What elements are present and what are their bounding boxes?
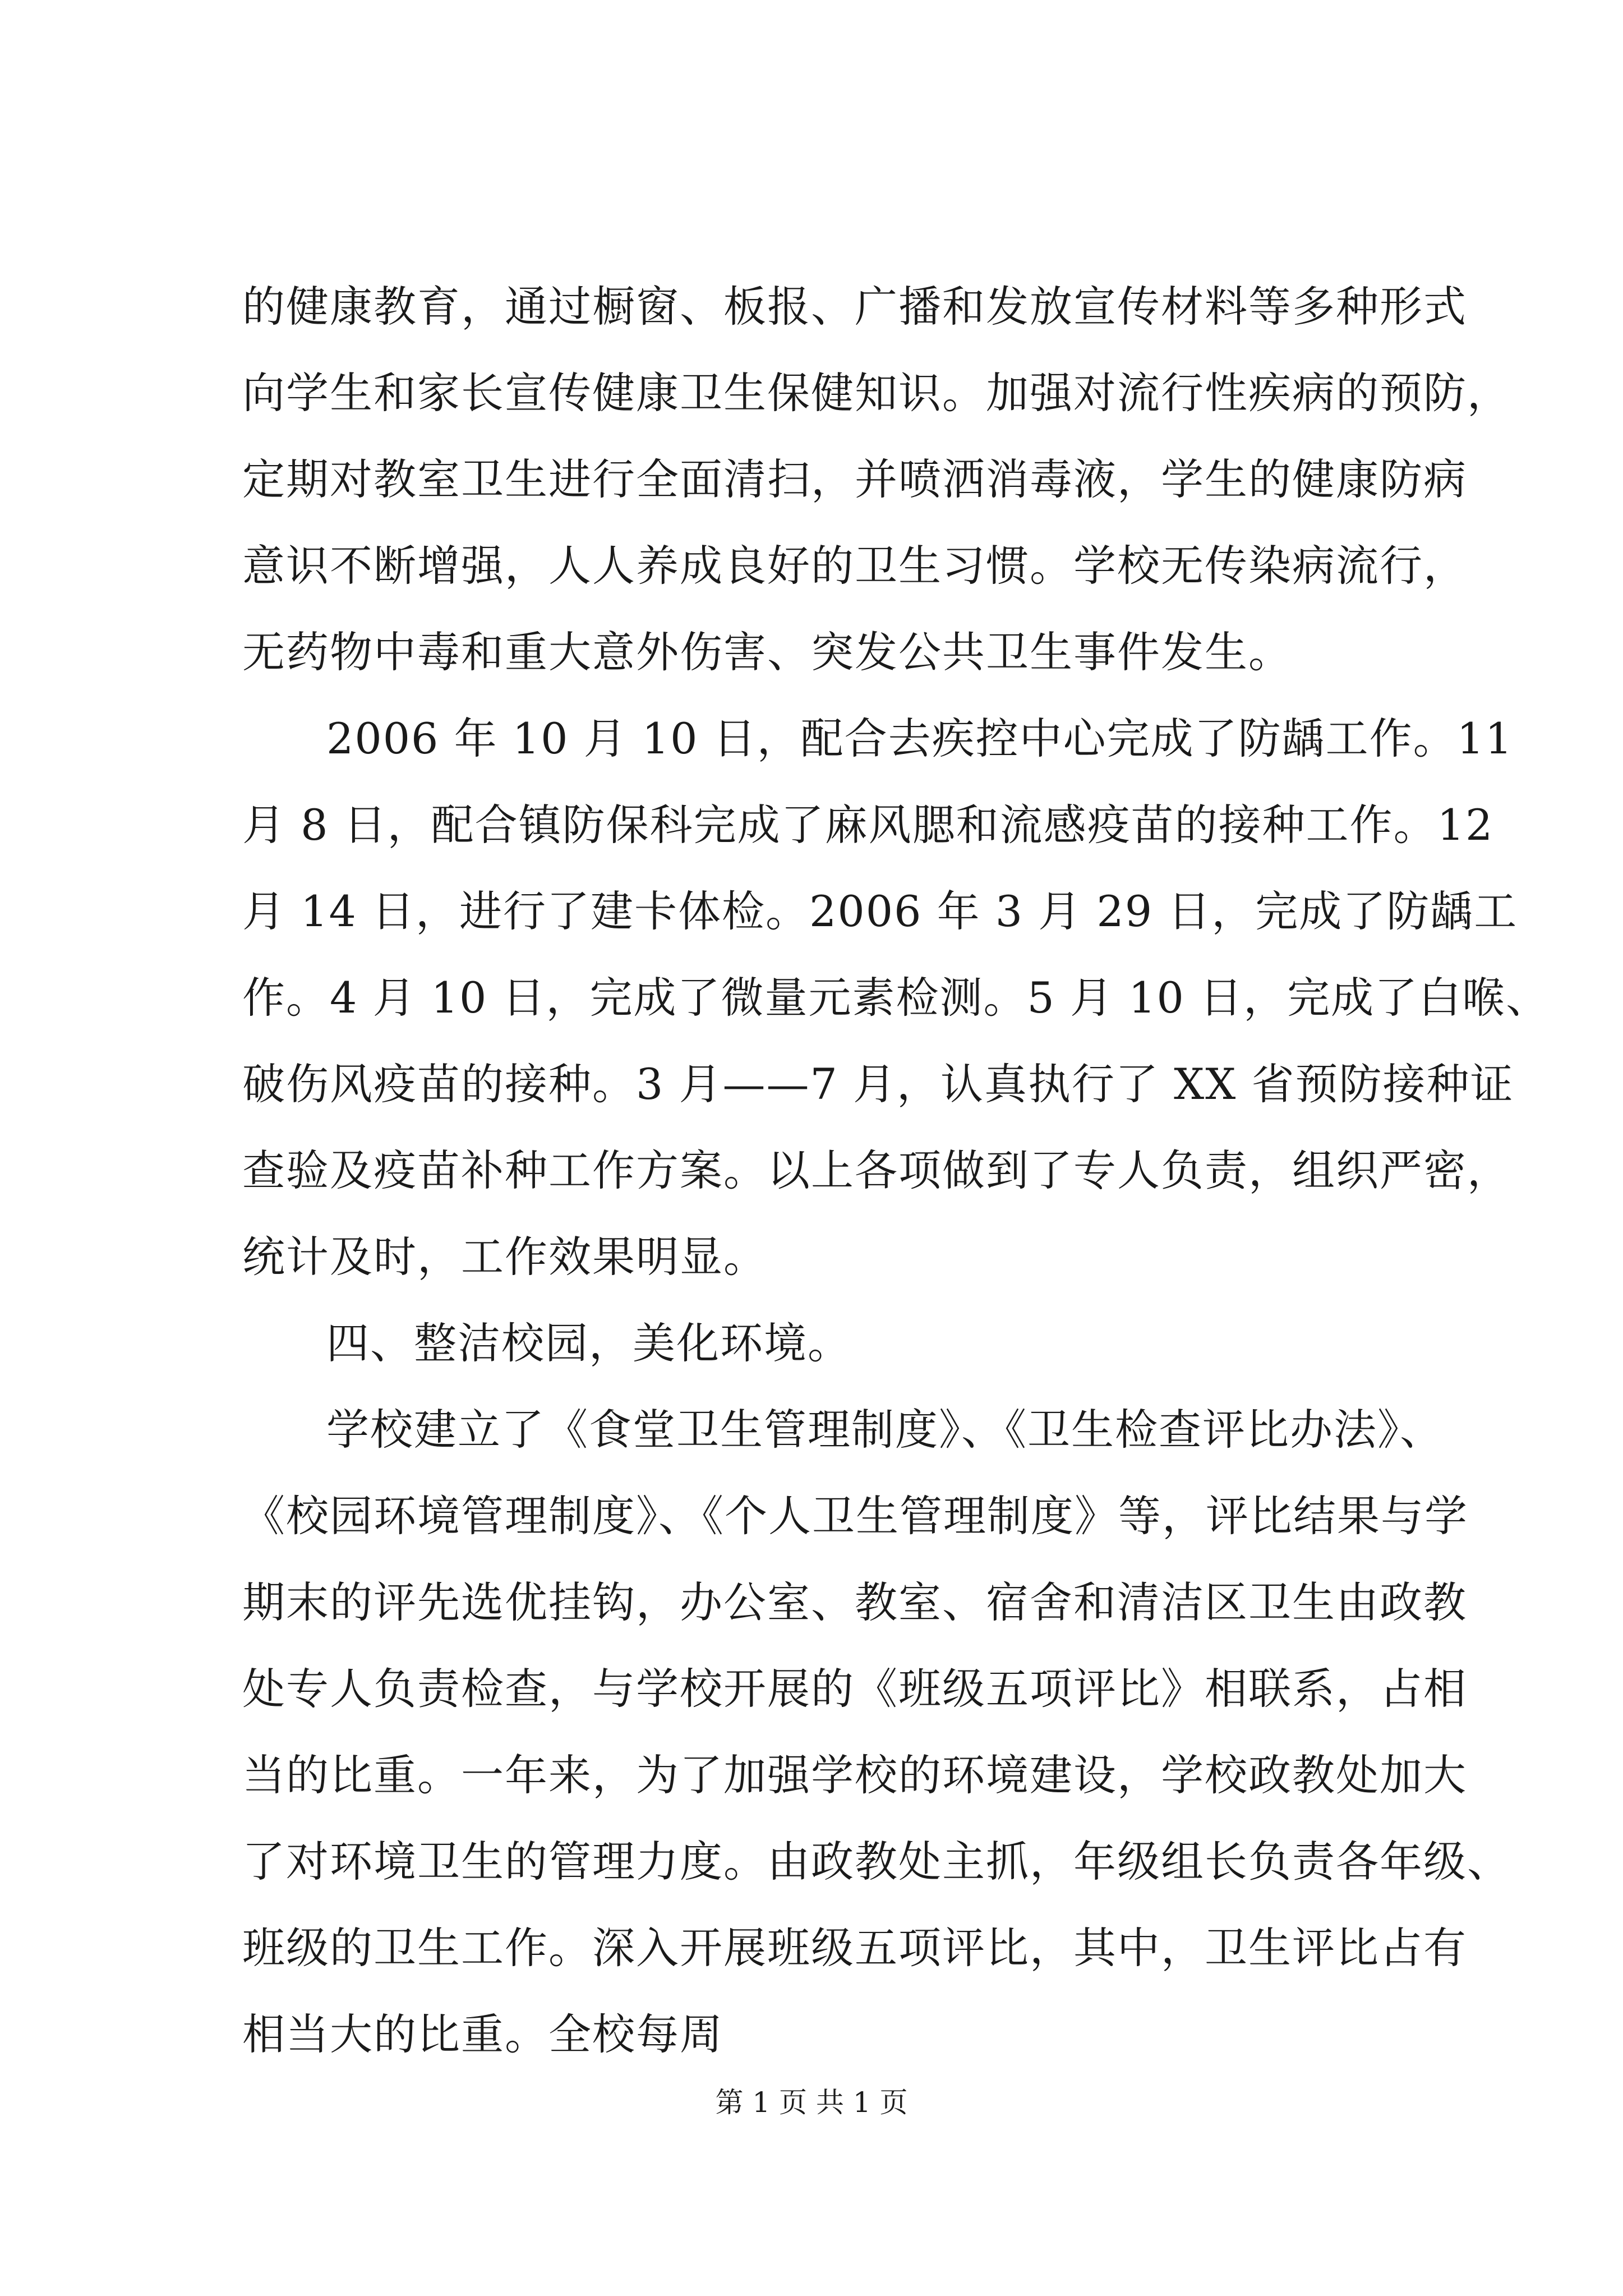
text-line: 期末的评先选优挂钩，办公室、教室、宿舍和清洁区卫生由政教 [242,1577,1467,1627]
text-line: 《校园环境管理制度》、《个人卫生管理制度》等，评比结果与学 [242,1491,1468,1541]
text-line: 当的比重。一年来，为了加强学校的环境建设，学校政教处加大 [242,1750,1467,1800]
text-line: 相当大的比重。全校每周 [242,2009,723,2059]
text-line: 作。4 月 10 日，完成了微量元素检测。5 月 10 日，完成了白喉、 [242,973,1550,1023]
paragraph-start-line: 2006 年 10 月 10 日，配合去疾控中心完成了防龋工作。11 [326,714,1514,763]
text-line: 定期对教室卫生进行全面清扫，并喷洒消毒液，学生的健康防病 [242,454,1467,504]
text-line: 破伤风疫苗的接种。3 月——7 月，认真执行了 XX 省预防接种证 [242,1059,1514,1109]
text-line: 处专人负责检查，与学校开展的《班级五项评比》相联系，占相 [242,1664,1467,1714]
text-line: 班级的卫生工作。深入开展班级五项评比，其中，卫生评比占有 [242,1923,1467,1973]
text-line: 月 8 日，配合镇防保科完成了麻风腮和流感疫苗的接种工作。12 [242,800,1494,850]
text-line: 的健康教育，通过橱窗、板报、广播和发放宣传材料等多种形式 [242,282,1467,332]
section-heading: 四、整洁校园，美化环境。 [326,1318,851,1368]
text-line: 月 14 日，进行了建卡体检。2006 年 3 月 29 日，完成了防龋工 [242,886,1518,936]
text-line: 查验及疫苗补种工作方案。以上各项做到了专人负责，组织严密， [242,1145,1511,1195]
paragraph-start-line: 学校建立了《食堂卫生管理制度》、《卫生检查评比办法》、 [326,1405,1444,1455]
text-line: 了对环境卫生的管理力度。由政教处主抓，年级组长负责各年级、 [242,1837,1511,1887]
text-line: 意识不断增强，人人养成良好的卫生习惯。学校无传染病流行， [242,541,1467,591]
text-line: 统计及时，工作效果明显。 [242,1232,767,1282]
page-footer: 第 1 页 共 1 页 [715,2086,908,2119]
text-line: 无药物中毒和重大意外伤害、突发公共卫生事件发生。 [242,627,1292,677]
document-body [242,264,1550,2078]
text-line: 向学生和家长宣传健康卫生保健知识。加强对流行性疾病的预防， [242,368,1511,418]
